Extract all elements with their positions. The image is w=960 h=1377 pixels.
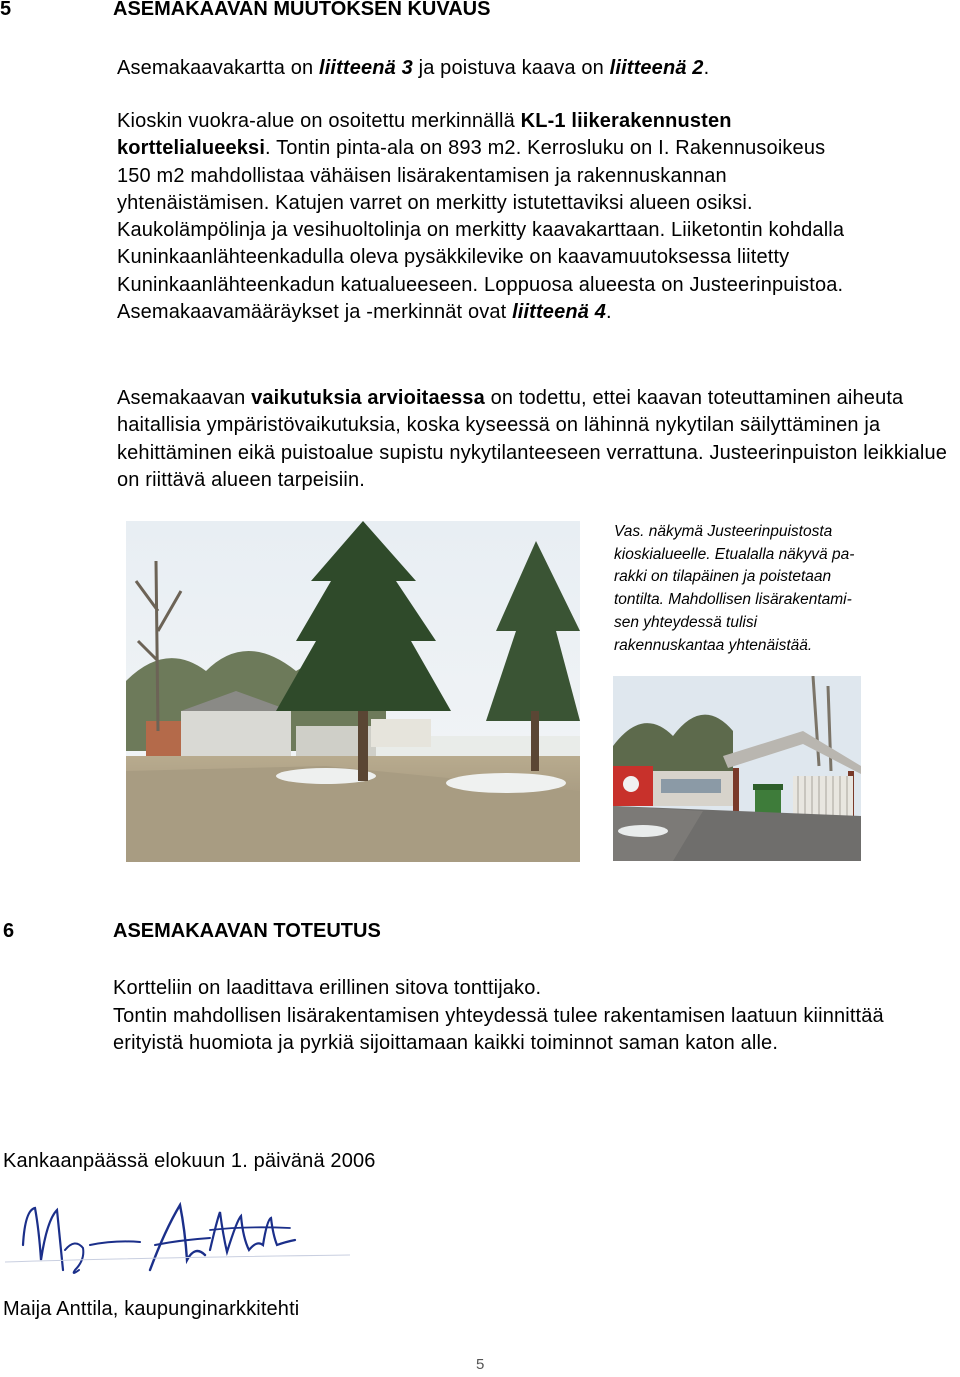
text-run: Asemakaavakartta on bbox=[117, 57, 319, 79]
text-run: on todettu, ettei kaavan toteuttaminen aiheuta haitallisia ympäristövaikutuksia, koska kyseessä on lähinnä nykytilan säilyttäminen ja kehittäminen eikä puistoalue supistu nykytilanteeseen verrattuna. Justeerinpuiston leikkialue on riittävä alueen tarpeisiin. bbox=[117, 387, 947, 491]
section-5-title: ASEMAKAAVAN MUUTOKSEN KUVAUS bbox=[113, 0, 491, 20]
emphasis-impact-assessment: vaikutuksia arvioitaessa bbox=[251, 387, 485, 409]
text-run: ja poistuva kaava on bbox=[412, 57, 610, 79]
caption-line: rakki on tilapäinen ja poistetaan bbox=[614, 568, 832, 586]
place-date: Kankaanpäässä elokuun 1. päivänä 2006 bbox=[3, 1150, 376, 1172]
caption-line: rakennuskantaa yhtenäistää. bbox=[614, 636, 813, 654]
section-5-paragraph-3 bbox=[117, 385, 955, 494]
text-run: . Tontin pinta-ala on 893 m2. Kerrosluku on I. Rakennusoikeus 150 m2 mahdollistaa vähäisen lisärakentamisen ja rakennuskannan yhtenäistämisen. Katujen varret on merkitty istutettaviksi alueen osiksi. Kaukolämpölinja ja vesihuoltolinja on merkitty kaavakarttaan. Liiketontin kohdalla Kuninkaanlähteenkadulla oleva pysäkkilevike on kaavamuutoksessa liitetty Kuninkaanlähteenkadun katualueeseen. Loppuosa alueesta on Justeerinpuistoa. bbox=[117, 137, 845, 296]
text-run: Asemakaavan bbox=[117, 387, 252, 409]
caption-line: kioskialueelle. Etualalla näkyvä pa- bbox=[614, 545, 855, 563]
section-6-paragraph-1: Kortteliin on laadittava erillinen sitova tonttijako. bbox=[113, 977, 542, 999]
section-5-paragraph-1 bbox=[117, 55, 917, 82]
text-run: . bbox=[605, 301, 612, 324]
section-6-title: ASEMAKAAVAN TOTEUTUS bbox=[113, 920, 381, 942]
page-number: 5 bbox=[476, 1356, 485, 1373]
caption-line: tontilta. Mahdollisen lisärakentami- bbox=[614, 591, 852, 609]
signatory-name: Maija Anttila, kaupunginarkkitehti bbox=[3, 1298, 300, 1320]
text-run: Kioskin vuokra-alue on osoitettu merkinnällä bbox=[117, 110, 521, 132]
caption-line: sen yhteydessä tulisi bbox=[614, 613, 758, 631]
emphasis-attachment-ref: liitteenä 4 bbox=[512, 301, 606, 324]
handwritten-signature bbox=[5, 1190, 355, 1290]
emphasis-attachment-ref: liitteenä 2 bbox=[609, 57, 704, 79]
caption-line: Vas. näkymä Justeerinpuistosta bbox=[614, 523, 833, 540]
photo-caption bbox=[614, 521, 934, 657]
photo-park-kiosk-view bbox=[126, 521, 580, 862]
section-6-number: 6 bbox=[3, 920, 15, 942]
photo-kiosk-shelter-bins bbox=[613, 676, 861, 861]
section-5-paragraph-2 bbox=[117, 108, 847, 326]
emphasis-attachment-ref: liitteenä 3 bbox=[319, 57, 413, 79]
emphasis-zoning-code: KL-1 liikerakennusten korttelialueeksi bbox=[117, 110, 732, 160]
text-run: Asemakaavamääräykset ja -merkinnät ovat bbox=[117, 301, 513, 324]
text-run: . bbox=[703, 57, 710, 79]
section-6-paragraph-2: Tontin mahdollisen lisärakentamisen yhteydessä tulee rakentamisen laatuun kiinnittää erityistä huomiota ja pyrkiä sijoittamaan kaikki toiminnot saman katon alle. bbox=[113, 1005, 884, 1055]
section-5-number: 5 bbox=[0, 0, 12, 20]
